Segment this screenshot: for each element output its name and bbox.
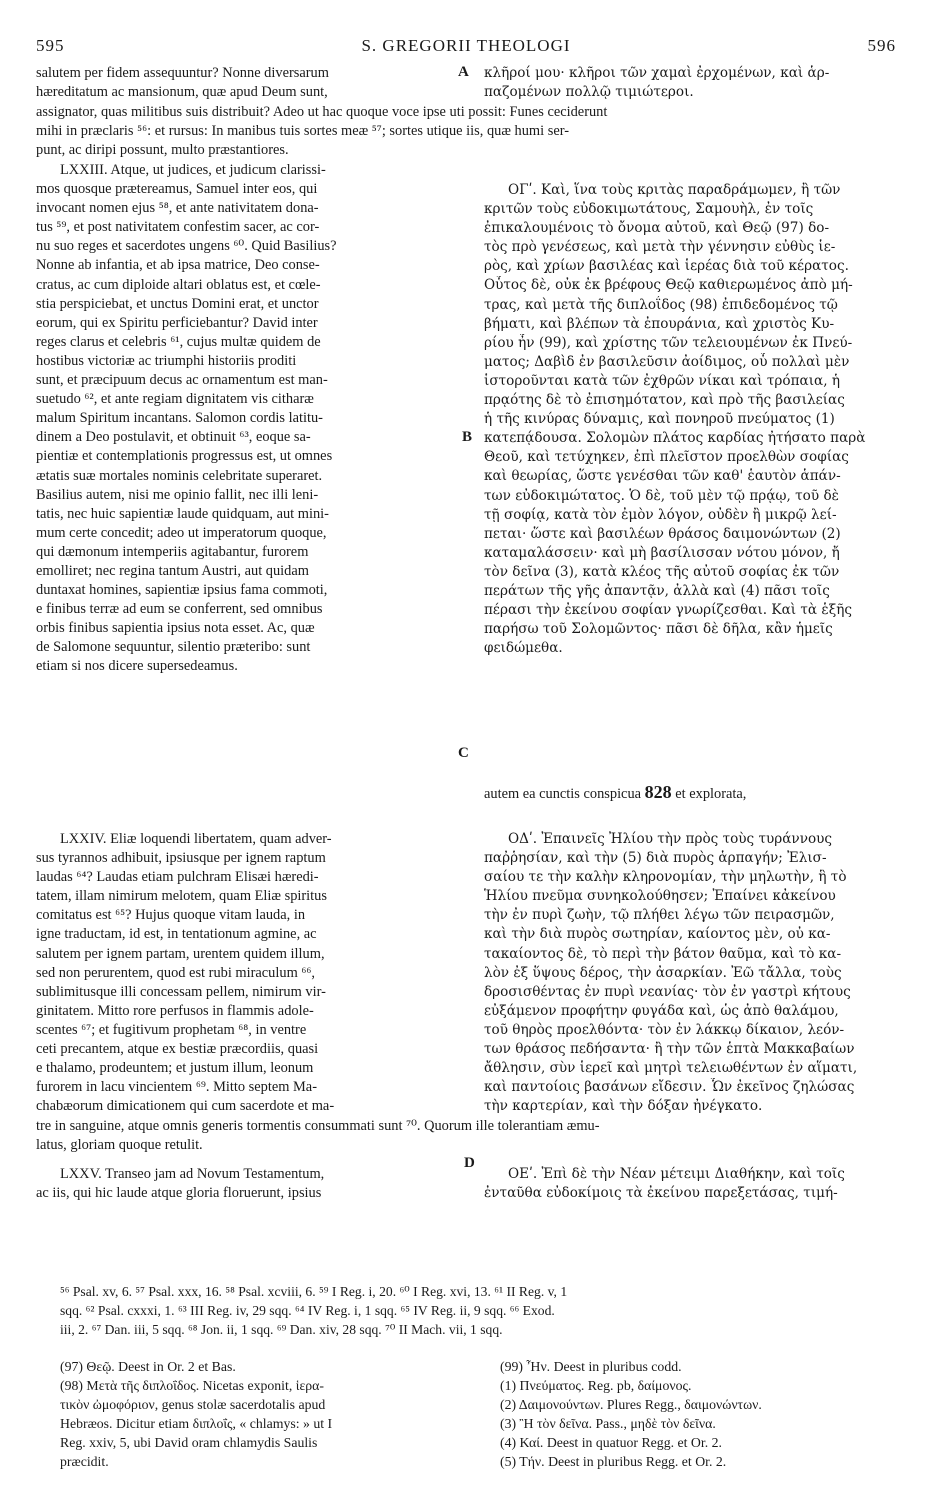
text-line: δροσισθέντας ἐν πυρὶ νεανίας· τὸν ἐν γαστρὶ κήτους xyxy=(484,983,851,1000)
text-line: σαίου τε τὴν καλὴν κληρονομίαν, τὴν μηλωτὴν, ἣ τὸ xyxy=(484,869,847,886)
text-line: scentes ⁶⁷; et fugitivum prophetam ⁶⁸, in ventre xyxy=(36,1021,307,1038)
text-line: κλῆροί μου· κλῆροι τῶν χαμαὶ ἐρχομένων, καὶ ἁρ- xyxy=(484,65,830,81)
variant-line: (97) Θεῷ. Deest in Or. 2 et Bas. xyxy=(60,1359,236,1374)
text-line: καὶ θεωρίας, ὥστε γενέσθαι τῶν καθ' ἑαυτὸν ἁπάν- xyxy=(484,468,841,485)
text-line: κατεπᾴδουσα. Σολομὼν πλάτος καρδίας ἠτήσατο παρὰ xyxy=(484,430,866,447)
variant-line: τικὸν ὠμοφόριον, genus stolæ sacerdotalis apud xyxy=(60,1397,326,1412)
text-line: orbis finibus sapientia ipsius nota esset. Ac, quæ xyxy=(36,620,315,637)
text-line: ceti precantem, atque ex bestiæ præcordiis, quasi xyxy=(36,1041,319,1058)
text-line: τρας, καὶ μετὰ τῆς διπλοΐδος (98) ἐπιδεδομένος τῷ xyxy=(484,296,838,313)
text-line: qui dæmonum intemperiis agitabantur, furorem xyxy=(36,543,309,560)
text-line: latus, gloriam quoque retulit. xyxy=(36,1137,203,1154)
text-line: dinem a Deo postulavit, et obtinuit ⁶³, eoque sa- xyxy=(36,429,311,446)
text-line: mum certe concedit; adeo ut imperatorum quoque, xyxy=(36,524,327,541)
variant-readings-left xyxy=(60,1357,460,1471)
text-line: laudas ⁶⁴? Laudas etiam pulchram Elisæi hæredi- xyxy=(36,869,319,886)
text-line: tus ⁵⁹, et post nativitatem confestim sacer, ac cor- xyxy=(36,219,320,236)
footnote-line: iii, 2. ⁶⁷ Dan. iii, 5 sqq. ⁶⁸ Jon. ii, 1 sqq. ⁶⁹ Dan. xiv, 28 sqq. ⁷⁰ II Mach. vii, 1 sqq. xyxy=(60,1322,503,1337)
crossover-text xyxy=(484,783,894,804)
text-line: τὴν καρτερίαν, καὶ τὴν δόξαν ἠνέγκατο. xyxy=(484,1098,763,1115)
text-line: πεται· ὥστε καὶ βασιλέων θράσος δαιμονώντων (2) xyxy=(484,525,841,542)
text-line: ἐπικαλουμένοις τὸ ὄνομα αὐτοῦ, καὶ Θεῷ (97) δο- xyxy=(484,220,830,237)
crossover-text-end: et explorata, xyxy=(675,786,747,802)
text-line: tatem, illam nimirum melotem, quam Eliæ spiritus xyxy=(36,888,327,905)
text-line: salutem per fidem assequuntur? Nonne diversarum xyxy=(36,65,329,81)
margin-letter-d: D xyxy=(464,1155,475,1171)
text-line: Οὗτος δὲ, οὐκ ἐκ βρέφους Θεῷ καθιερωμένος ἀπὸ μή- xyxy=(484,277,853,294)
text-line: hostibus victoriæ ac triumphi historiis proditi xyxy=(36,352,297,369)
text-line: sublimitusque illi concessam pellem, nimirum vir- xyxy=(36,983,326,1000)
text-line: duntaxat homines, sapientiæ ipsius fama commoti, xyxy=(36,582,328,599)
text-line: hæreditatum ac mansionum, quæ apud Deum sunt, xyxy=(36,84,328,101)
text-line: ætatis suæ mortales nominis celebritate superaret. xyxy=(36,467,323,484)
variant-line: (1) Πνεύματος. Reg. pb, δαίμονος. xyxy=(500,1378,692,1393)
text-line: ἡ τῆς κινύρας δύναμις, καὶ πονηροῦ πνεύματος (1) xyxy=(484,411,835,428)
variant-line: Hebræos. Dicitur etiam διπλοΐς, « chlamys: » ut I xyxy=(60,1416,333,1431)
variant-line: Reg. xxiv, 5, ubi David oram chlamydis Saulis xyxy=(60,1435,318,1450)
text-line: assignator, quas militibus suis distribuit? Adeo ut hac quoque voce ipse uti possit: Funes ceciderunt xyxy=(36,104,608,120)
page-number-right: 596 xyxy=(867,36,896,55)
text-line: pientiæ et contemplationis progressus est, ut omnes xyxy=(36,448,333,465)
text-line: mihi in præclaris ⁵⁶: et rursus: In manibus tuis sortes meæ ⁵⁷; sortes utique iis, quæ humi ser- xyxy=(36,123,570,140)
text-line: Θεοῦ, καὶ τετύχηκεν, ἐπὶ πλεῖστον προελθὼν σοφίας xyxy=(484,449,849,466)
text-line: furorem in lacu vincientem ⁶⁹. Mitto septem Ma- xyxy=(36,1079,317,1096)
margin-letter-c: C xyxy=(458,745,469,761)
text-line: τὴν ἐν πυρὶ ζωὴν, τῷ πλήθει λέγω τῶν πειρασμῶν, xyxy=(484,907,835,924)
text-line: sed non perurentem, quod est rubi miraculum ⁶⁶, xyxy=(36,964,315,981)
text-line: tatis, nec huic sapientiæ laude quidquam, aut mini- xyxy=(36,505,329,522)
text-line: παρήσω τοῦ Σολομῶντος· πᾶσι δὲ δῆλα, κἂν ἡμεῖς xyxy=(484,621,833,638)
section-heading-line: ΟΓʹ. Καὶ, ἵνα τοὺς κριτὰς παραδράμωμεν, ἢ τῶν xyxy=(508,182,841,198)
variant-line: (3) Ἢ τὸν δεῖνα. Pass., μηδὲ τὸν δεῖνα. xyxy=(500,1416,716,1431)
text-line: suetudo ⁶², et ante regiam dignitatem vis citharæ xyxy=(36,391,314,408)
variant-line: (5) Τήν. Deest in pluribus Regg. et Or. 2. xyxy=(500,1454,727,1469)
text-line: πρᾳότης δὲ τὸ ἐπισημότατον, καὶ πρὸ τῆς βασιλείας xyxy=(484,392,845,409)
section-heading-line: LXXV. Transeo jam ad Novum Testamentum, xyxy=(60,1166,325,1182)
text-line: κριτῶν τοὺς εὐδοκιμωτάτους, Σαμουὴλ, ἐν τοῖς xyxy=(484,201,814,218)
greek-section-od xyxy=(484,830,894,1116)
section-heading-line: ΟΔʹ. Ἐπαινεῖς Ἠλίου τὴν πρὸς τοὺς τυράννους xyxy=(508,831,833,847)
text-line: λὸν ἐξ ὕψους δέρος, τὴν ἀσαρκίαν. Ἐῶ τἄλλα, τοὺς xyxy=(484,964,842,981)
variant-readings-right xyxy=(500,1357,900,1471)
text-line: tre in sanguine, atque omnis generis tormentis consummati sunt ⁷⁰. Quorum ille tolerantiam æmu- xyxy=(36,1118,600,1134)
text-line: stia perspiciebat, et unctus Domini erat, et unctor xyxy=(36,295,319,312)
text-line: etiam si nos dicere supersedeamus. xyxy=(36,658,238,675)
greek-section-oe xyxy=(484,1165,894,1203)
text-line: φειδώμεθα. xyxy=(484,640,563,657)
text-line: invocant nomen ejus ⁵⁸, et ante nativitatem dona- xyxy=(36,200,319,217)
page-number-left: 595 xyxy=(36,36,65,55)
text-line: emolliret; nec regina tantum Austri, aut quidam xyxy=(36,562,309,579)
text-line: reges clarus et celebris ⁶¹, cujus multæ quidem de xyxy=(36,333,321,350)
text-line: Basilius autem, nisi me opinio fallit, nec illi leni- xyxy=(36,486,319,503)
text-line: τῇ σοφίᾳ, κατὰ τὸν ἐμὸν λόγον, οὐδὲν ἢ μικρῷ λεί- xyxy=(484,506,837,523)
text-line: cratus, ac cum diploide altari oblatus est, et cœle- xyxy=(36,276,321,293)
text-line: τὸν δεῖνα (3), κατὰ κλέος τῆς αὐτοῦ σοφίας ἐκ τῶν xyxy=(484,563,840,580)
text-line: mos quosque prætereamus, Samuel inter eos, qui xyxy=(36,181,318,198)
text-line: sunt, et præcipuum decus ac ornamentum est man- xyxy=(36,372,328,389)
greek-column-top xyxy=(484,64,894,102)
text-line: ἱστοροῦνται κατὰ τῶν ἐχθρῶν νίκαι καὶ τρόπαια, ἡ xyxy=(484,372,840,389)
text-line: καταμαλάσσειν· καὶ μὴ βασίλισσαν νότου μόνον, ἤ xyxy=(484,544,840,561)
text-line: εὐξάμενον προφήτην φυγάδα καὶ, ὡς ἀπὸ θαλάμου, xyxy=(484,1002,839,1019)
text-line: ac iis, qui hic laude atque gloria floruerunt, ipsius xyxy=(36,1185,322,1202)
text-line: eorum, qui ex Spiritu perficiebantur? David inter xyxy=(36,314,318,331)
text-line: ρίου ἦν (99), καὶ χρίστης τῶν τελειουμένων ἐκ Πνεύ- xyxy=(484,334,853,351)
text-line: punt, ac diripi possunt, multo præstantiores. xyxy=(36,142,289,159)
text-line: Nonne ab infantia, et ab ipsa matrice, Deo conse- xyxy=(36,257,320,274)
text-line: salutem per ignem partam, urentem quidem illum, xyxy=(36,945,325,962)
text-line: τοῦ θηρὸς προελθόντα· τὸν ἐν λάκκῳ δίκαιον, λεόν- xyxy=(484,1021,845,1038)
text-line: ματος; Δαβὶδ ἐν βασιλεῦσιν ἀοίδιμος, οὗ πολλαὶ μὲν xyxy=(484,353,850,370)
text-line: Ἡλίου πνεῦμα συνηκολούθησεν; Ἐπαίνει κἀκείνου xyxy=(484,888,836,905)
margin-letter-b: B xyxy=(462,429,473,445)
text-line: πέρασι τὴν ἐκείνου σοφίαν γνωρίζεσθαι. Καὶ τὰ ἑξῆς xyxy=(484,602,852,619)
text-line: περάτων τῆς γῆς ἀπαντᾷν, ἀλλὰ καὶ (4) πᾶσι τοῖς xyxy=(484,582,830,599)
latin-section-lxxv xyxy=(36,1165,468,1203)
latin-section-lxxiii xyxy=(36,161,468,677)
text-line: e thalamo, prodeuntem; et justum illum, leonum xyxy=(36,1060,314,1077)
footnote-line: ⁵⁶ Psal. xv, 6. ⁵⁷ Psal. xxx, 16. ⁵⁸ Psal. xcviii, 6. ⁵⁹ I Reg. i, 20. ⁶⁰ I Reg. xvi, 13. ⁶¹ II Reg. v, 1 xyxy=(60,1284,568,1299)
full-width-block-lxxiv xyxy=(36,1117,896,1155)
text-line: de Salomone sequuntur, silentio præteribo: sunt xyxy=(36,639,311,656)
running-title: S. GREGORII THEOLOGI xyxy=(361,36,571,55)
text-line: τακαίοντος δὲ, τὸ περὶ τὴν βάτον θαῦμα, καὶ τὸ κα- xyxy=(484,945,842,962)
running-header xyxy=(36,36,896,58)
text-line: ginitatem. Mitto rore perfusos in flammis adole- xyxy=(36,1002,314,1019)
text-line: malum Spiritum incantans. Salomon cordis latitu- xyxy=(36,410,323,427)
text-line: ἄθλησιν, σὺν ἱερεῖ καὶ μητρὶ τελειωθέντων ἐν αἵματι, xyxy=(484,1060,858,1077)
text-line: καὶ τὴν διὰ πυρὸς σωτηρίαν, καίοντος μὲν, οὐ κα- xyxy=(484,926,831,943)
variant-line: (99) Ἦν. Deest in pluribus codd. xyxy=(500,1359,682,1374)
latin-crossover-line xyxy=(484,783,894,804)
text-line: chabæorum dimicationem qui cum sacerdote et ma- xyxy=(36,1098,335,1115)
section-heading-line: LXXIV. Eliæ loquendi libertatem, quam adver- xyxy=(60,831,332,847)
section-heading-line: ΟΕʹ. Ἐπὶ δὲ τὴν Νέαν μέτειμι Διαθήκην, καὶ τοῖς xyxy=(508,1166,845,1182)
section-heading-line: LXXIII. Atque, ut judices, et judicum clarissi- xyxy=(60,162,326,178)
text-line: ρὸς, καὶ χρίων βασιλέας καὶ ἱερέας διὰ τοῦ κέρατος. xyxy=(484,258,849,275)
text-line: τὸς πρὸ γενέσεως, καὶ μετὰ τὴν γέννησιν εὐθὺς ἱε- xyxy=(484,239,836,256)
greek-section-og xyxy=(484,181,894,658)
full-width-block-top xyxy=(36,103,896,160)
text-line: παῤῥησίαν, καὶ τὴν (5) διὰ πυρὸς ἁρπαγήν; Ἐλισ- xyxy=(484,850,827,867)
crossover-text-start: autem ea cunctis conspicua xyxy=(484,786,642,802)
text-line: παζομένων πολλῷ τιμιώτεροι. xyxy=(484,84,694,101)
variant-line: præcidit. xyxy=(60,1454,109,1469)
scripture-footnotes xyxy=(60,1282,900,1339)
text-line: e finibus terræ ad eum se conferrent, sed omnibus xyxy=(36,601,323,618)
text-line: nu suo reges et sacerdotes ungens ⁶⁰. Quid Basilius? xyxy=(36,238,337,255)
text-line: των θράσος πεδήσαντα· ἢ τὴν τῶν ἑπτὰ Μακκαβαίων xyxy=(484,1041,855,1058)
page-mark: 828 xyxy=(644,783,672,802)
footnote-line: sqq. ⁶² Psal. cxxxi, 1. ⁶³ III Reg. iv, 29 sqq. ⁶⁴ IV Reg. i, 1 sqq. ⁶⁵ IV Reg. ii, 9 sqq. ⁶⁶ Exod. xyxy=(60,1303,555,1318)
latin-column-top xyxy=(36,64,468,102)
margin-letter-a: A xyxy=(458,64,469,80)
text-line: sus tyrannos adhibuit, ipsiusque per ignem raptum xyxy=(36,850,326,867)
variant-line: (98) Μετὰ τῆς διπλοΐδος. Nicetas exponit, ἱερα- xyxy=(60,1378,324,1393)
variant-line: (2) Δαιμονούντων. Plures Regg., δαιμονώντων. xyxy=(500,1397,762,1412)
variant-line: (4) Καί. Deest in quatuor Regg. et Or. 2. xyxy=(500,1435,722,1450)
text-line: καὶ παντοίοις βασάνων εἴδεσιν. Ὧν ἐκεῖνος ζηλώσας xyxy=(484,1079,855,1096)
text-line: βήματι, καὶ βλέπων τὰ ἐπουράνια, καὶ χριστὸς Κυ- xyxy=(484,315,835,332)
text-line: igne traductam, id est, in tentationum agmine, ac xyxy=(36,926,317,943)
text-line: των εὐδοκιμώτατος. Ὁ δὲ, τοῦ μὲν τῷ πρᾴῳ, τοῦ δὲ xyxy=(484,487,839,504)
latin-section-lxxiv xyxy=(36,830,468,1116)
text-line: ἐνταῦθα εὐδοκίμοις τὰ ἐκείνου παρεξετάσας, τιμή- xyxy=(484,1185,838,1202)
text-line: comitatus est ⁶⁵? Hujus quoque vitam lauda, in xyxy=(36,907,306,924)
